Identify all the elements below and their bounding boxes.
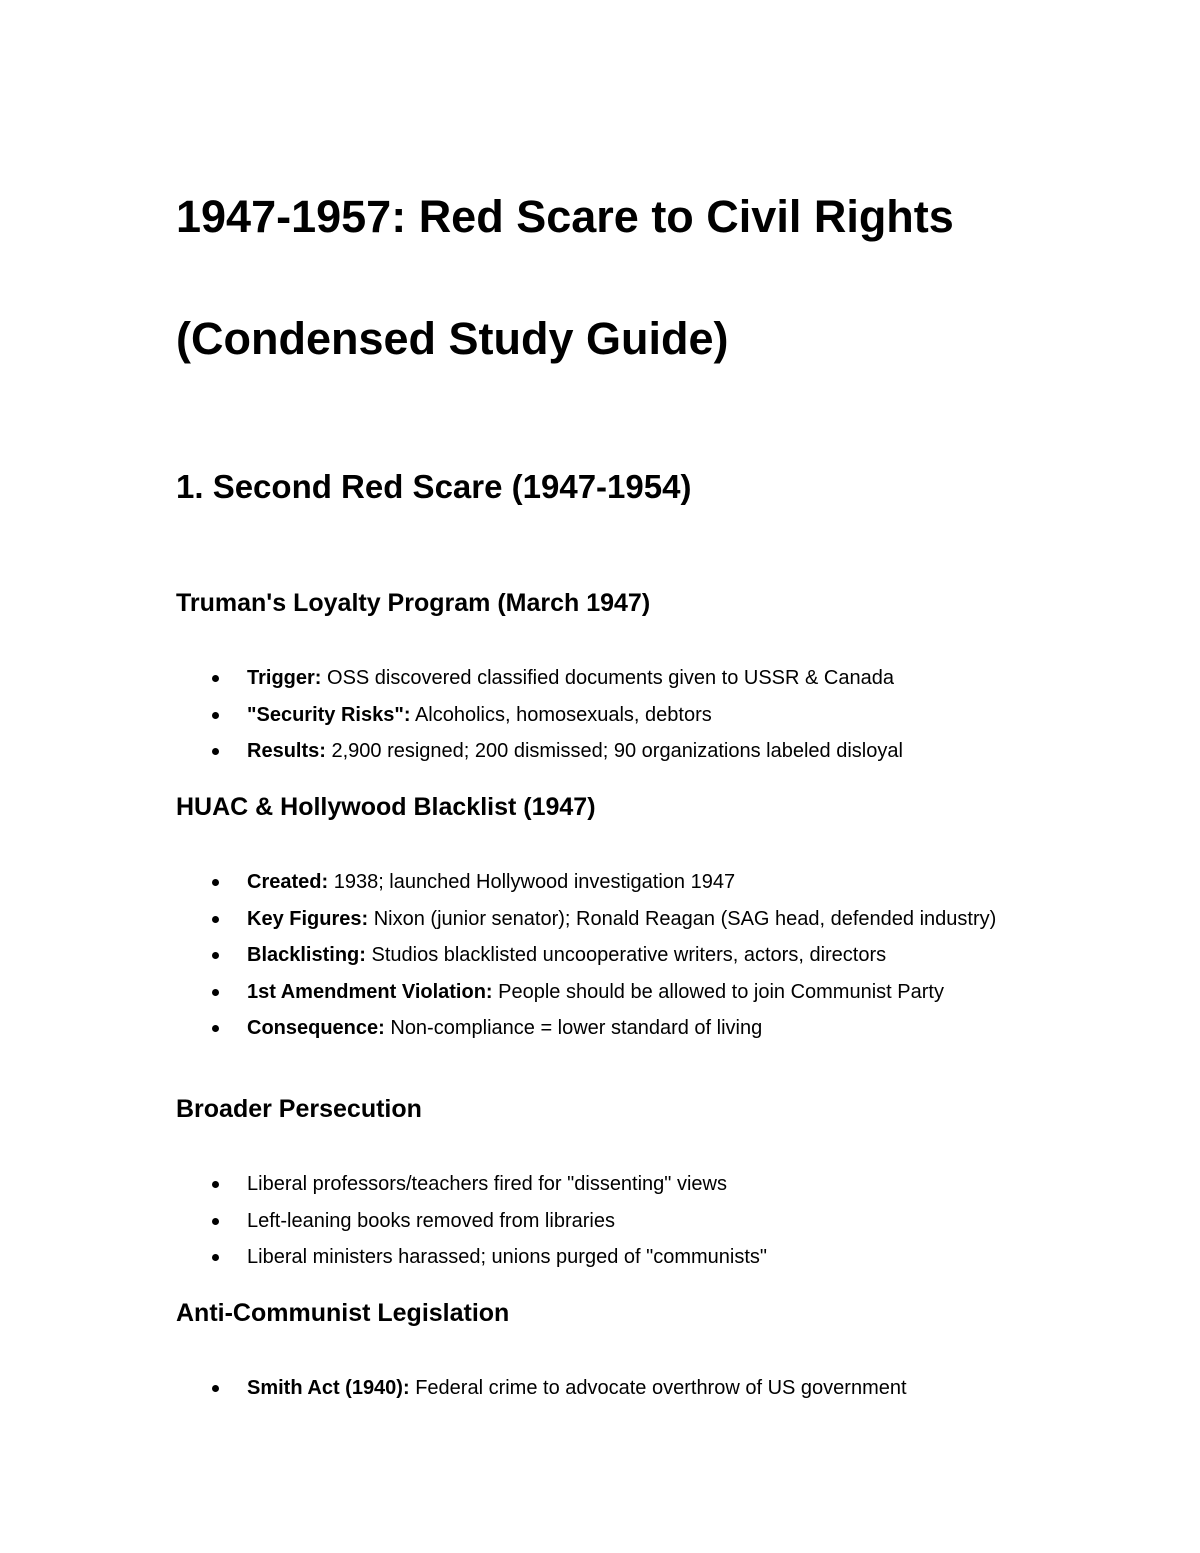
item-label: Results:	[247, 740, 326, 763]
list-item	[176, 907, 1036, 931]
item-label: Created:	[247, 871, 329, 893]
item-label: Smith Act (1940):	[247, 1377, 410, 1399]
item-label: Consequence:	[247, 1017, 385, 1040]
list-item	[176, 703, 1036, 727]
bullet-icon	[212, 916, 219, 923]
subsection-heading-broader-persecution: Broader Persecution	[176, 1095, 422, 1123]
bullet-icon	[212, 989, 219, 996]
document-title-line-1: 1947-1957: Red Scare to Civil Rights	[176, 191, 954, 242]
list-item	[176, 1016, 1036, 1040]
document-title-line-2: (Condensed Study Guide)	[176, 313, 729, 364]
list-item	[176, 1376, 1036, 1400]
bullet-icon	[212, 712, 219, 719]
bullet-icon	[212, 1385, 219, 1392]
bullet-icon	[212, 675, 219, 682]
bullet-list-legislation	[176, 1376, 1036, 1413]
item-label: 1st Amendment Violation:	[247, 980, 493, 1003]
bullet-icon	[212, 879, 219, 886]
list-item	[176, 666, 1036, 690]
item-text: Liberal ministers harassed; unions purged of "communists"	[247, 1246, 767, 1269]
bullet-icon	[212, 1181, 219, 1188]
subsection-heading-loyalty-program: Truman's Loyalty Program (March 1947)	[176, 589, 651, 617]
item-text: OSS discovered classified documents given to USSR & Canada	[321, 667, 894, 689]
bullet-icon	[212, 952, 219, 959]
list-item	[176, 1209, 1036, 1233]
item-text: Studios blacklisted uncooperative writers, actors, directors	[365, 944, 887, 967]
bullet-list-broader-persecution	[176, 1172, 1036, 1282]
item-label: Blacklisting:	[247, 944, 366, 967]
bullet-icon	[212, 1025, 219, 1032]
item-text: Non-compliance = lower standard of living	[384, 1017, 763, 1040]
subsection-heading-legislation: Anti-Communist Legislation	[176, 1299, 510, 1327]
list-item	[176, 870, 1036, 894]
list-item	[176, 980, 1036, 1004]
item-text: 2,900 resigned; 200 dismissed; 90 organizations labeled disloyal	[325, 740, 903, 763]
list-item	[176, 1172, 1036, 1196]
bullet-icon	[212, 748, 219, 755]
bullet-icon	[212, 1254, 219, 1261]
bullet-list-huac	[176, 870, 1036, 1053]
item-text: 1938; launched Hollywood investigation 1947	[328, 871, 736, 893]
section-heading: 1. Second Red Scare (1947-1954)	[176, 468, 692, 505]
item-label: Key Figures:	[247, 907, 369, 930]
item-text: Federal crime to advocate overthrow of US government	[409, 1377, 907, 1399]
item-label: "Security Risks":	[247, 703, 411, 726]
list-item	[176, 1245, 1036, 1269]
item-text: Left-leaning books removed from libraries	[247, 1209, 615, 1232]
item-text: People should be allowed to join Communist Party	[492, 980, 944, 1003]
list-item	[176, 943, 1036, 967]
subsection-heading-huac: HUAC & Hollywood Blacklist (1947)	[176, 793, 596, 821]
list-item	[176, 739, 1036, 763]
bullet-list-loyalty-program	[176, 666, 1036, 776]
item-text: Nixon (junior senator); Ronald Reagan (SAG head, defended industry)	[368, 907, 997, 930]
item-label: Trigger:	[247, 667, 322, 689]
bullet-icon	[212, 1218, 219, 1225]
item-text: Liberal professors/teachers fired for "dissenting" views	[247, 1173, 727, 1195]
item-text: Alcoholics, homosexuals, debtors	[410, 703, 712, 726]
